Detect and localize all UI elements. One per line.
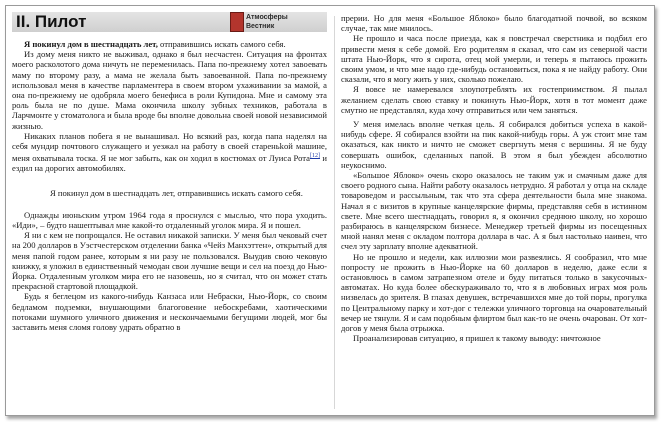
paragraph-r4: У меня имелась вполне четкая цель. Я собирался добиться успеха в какой-нибудь сфере. Я собирался взойти на пик какой-нибудь горы. А уж стоит мне там оказаться, как никто и ничто не сможет свергнуть меня с вершины. Я не буду совершать ошибок, сделанных папой. В этом я был убежден абсолютно неукоснимо.	[341, 119, 647, 170]
pull-quote: Я покинул дом в шестнадцать лет, отправившись искать самого себя.	[50, 187, 303, 198]
chapter-header	[12, 10, 327, 36]
paragraph-1	[12, 39, 327, 49]
paragraph-r2: Не прошло и часа после приезда, как я повстречал сверстника и подбил его привести меня к себе домой. Его родителям я сказал, что сам из северной части штата Нью-Йорк, что я сирота, отец мой умерли, и теперь я пытаюсь прожить своим умом, и что мне надо где-нибудь остановиться, пока я не найду работу. Они сказали, что я могу жить у них, сколько пожелаю.	[341, 33, 647, 85]
paragraph-1-rest: отправившись искать самого себя.	[157, 39, 286, 49]
right-column	[341, 13, 647, 413]
paragraph-3-text: Никаких планов побега я не вынашивал. Но всякий раз, когда папа наделял на себя мундир почтового служащего и уезжал на работу в своей стареньkой машине, меня охватывала тоска. Я не мог забыть, как он ходил в костюмах от Луиса Рота	[12, 130, 327, 164]
publisher-logo	[230, 12, 290, 32]
left-column	[12, 10, 327, 413]
paragraph-r5: «Большое Яблоко» очень скоро оказалось не таким уж и смачным даже для своего родного сына. Найти работу оказалось нетрудно. Я работал у отца на складе товароведом и рассыльным, так что эта сфера деятельности была мне знакома. Начал я с визитов в крупные канцелярские фирмы, представляя себя в истинном свете. Мне всего шестнадцать, говорил я, я окончил среднюю школу, но хорошо разбираюсь в канцелярском бизнесе. Менеджер третьей фирмы из посещенных мной нанял меня с окладом полтора доллара в час. А я был настолько наивен, что счел эту зарплату вполне адекватной.	[341, 170, 647, 252]
column-divider	[334, 16, 335, 409]
paragraph-r7: Проанализировав ситуацию, я пришел к такому выводу: ничтожное	[353, 333, 601, 344]
paragraph-1-lead: Я покинул дом в шестнадцать лет,	[24, 39, 158, 49]
footnote-link[interactable]: [12]	[309, 153, 320, 160]
paragraph-5: Я ни с кем не попрощался. Не оставил никакой записки. У меня был чековый счет на 200 долларов в Уэстчестерском отделении банка «Чейз Манхэттен», открытый для меня папой годом ранее, которым я ни разу не пользовался. Выудив свою чековую книжку, я уложил в единственный чемодан свои лучшие вещи и сел на поезд до Нью-Йорка. Отдаленным уголком мира его не назовешь, но я считал, что он может стать прекрасной стартовой площадкой.	[12, 230, 327, 292]
logo-line-2: Вестник	[246, 23, 275, 30]
document-page	[5, 5, 655, 416]
chapter-title: II. Пилот	[16, 12, 87, 31]
logo-mark-icon	[230, 12, 244, 32]
paragraph-r1: прерии. Но для меня «Большое Яблоко» было благодатной почвой, во всяком случае, так мне мнилось.	[341, 13, 647, 34]
paragraph-2: Из дому меня никто не выживал, однако я был несчастен. Ситуация на фронтах моего расколотого дома ничуть не переменилась. Папа по-прежнему хотел завоевать маму по второму разу, а мама не желала быть завоеванной. Папа по-прежнему использовал меня в качестве парламентера в своем втором ухаживании за мамой, а она по-прежнему не одобряла моего бенефиса в роли Купидона. Мне и самому эта роль была не по душе. Мама окончила школу зубных техников, работала в Ларчмонте у стоматолога и была вроде бы вполне довольна своей новой независимой жизнью.	[12, 49, 327, 131]
paragraph-3-after: и ездил на дорогих автомобилях.	[12, 153, 327, 174]
paragraph-r3: Я вовсе не намеревался злоупотреблять их гостеприимством. Я пылал желанием сделать свою ставку и покинуть Нью-Йорк, хотя в тот момент даже смутно не представлял, куда хочу отправиться или чем заняться.	[341, 84, 647, 115]
paragraph-4: Однажды июньским утром 1964 года я проснулся с мыслью, что пора уходить. «Иди», – будто нашептывал мне какой-то отдаленный уголок мира. Я и пошел.	[12, 209, 327, 230]
paragraph-3	[12, 131, 327, 174]
paragraph-6: Будь я беглецом из какого-нибудь Канзаса или Небраски, Нью-Йорк, со своим бедламом подземки, внушающими благоговение небоскребами, хаотическими потоками шумного уличного движения и нескончаемыми бегущими людей, мог бы заставить меня сломя голову удрать обратно в	[12, 291, 327, 332]
logo-line-1: Атмосферы	[246, 14, 288, 21]
paragraph-r6: Но не прошло и недели, как иллюзии мои развеялись. Я сообразил, что мне попросту не прожить в Нью-Йорке на 60 долларов в неделю, даже если я остановлюсь в самом затрапезном отеле и буду питаться только в закусочных-автоматах. Но куда более обескураживало то, что я в любовных играх моя роль низвелась до зрителя. В глазах девушек, встречавшихся мне до той поры, прогулка по Центральному парку и хот-дог с тележки уличного торговца на очаровательный вечер не тянули. Я и сам подобным флиртом был как-то не очень очарован. От хот-догов у меня была отрыжка.	[341, 251, 647, 334]
